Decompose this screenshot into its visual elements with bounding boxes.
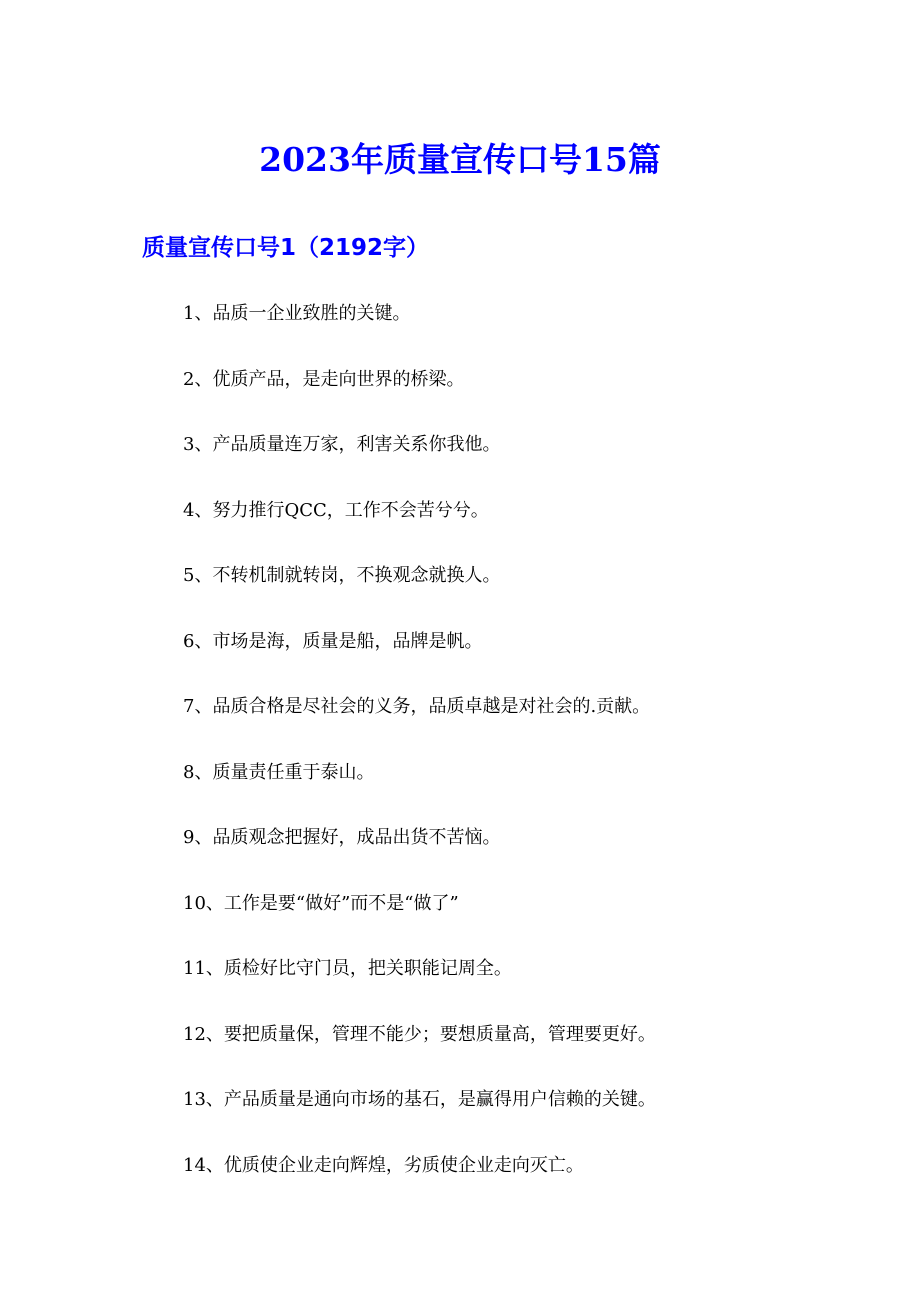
list-item: 12、要把质量保，管理不能少；要想质量高，管理要更好。 (183, 1023, 656, 1045)
list-item: 8、质量责任重于泰山。 (183, 761, 375, 783)
page-title: 2023年质量宣传口号15篇 (259, 140, 661, 179)
list-item: 3、产品质量连万家，利害关系你我他。 (183, 434, 501, 455)
list-item: 5、不转机制就转岗，不换观念就换人。 (183, 565, 501, 586)
list-item: 9、品质观念把握好，成品出货不苦恼。 (183, 827, 501, 848)
list-item: 7、品质合格是尽社会的义务，品质卓越是对社会的.贡献。 (183, 696, 651, 717)
list-item: 1、品质一企业致胜的关键。 (183, 303, 411, 324)
list-item: 6、市场是海，质量是船，品牌是帆。 (183, 630, 483, 652)
list-item: 14、优质使企业走向辉煌，劣质使企业走向灭亡。 (183, 1154, 584, 1176)
list-item: 10、工作是要“做好”而不是“做了” (183, 892, 459, 914)
slogan-list (183, 296, 656, 1213)
list-item: 11、质检好比守门员，把关职能记周全。 (183, 958, 512, 979)
list-item: 4、努力推行QCC，工作不会苦兮兮。 (183, 499, 489, 521)
list-item: 13、产品质量是通向市场的基石，是赢得用户信赖的关键。 (183, 1089, 656, 1110)
list-item: 2、优质产品，是走向世界的桥梁。 (183, 368, 465, 390)
section-heading: 质量宣传口号1（2192字） (142, 235, 430, 261)
